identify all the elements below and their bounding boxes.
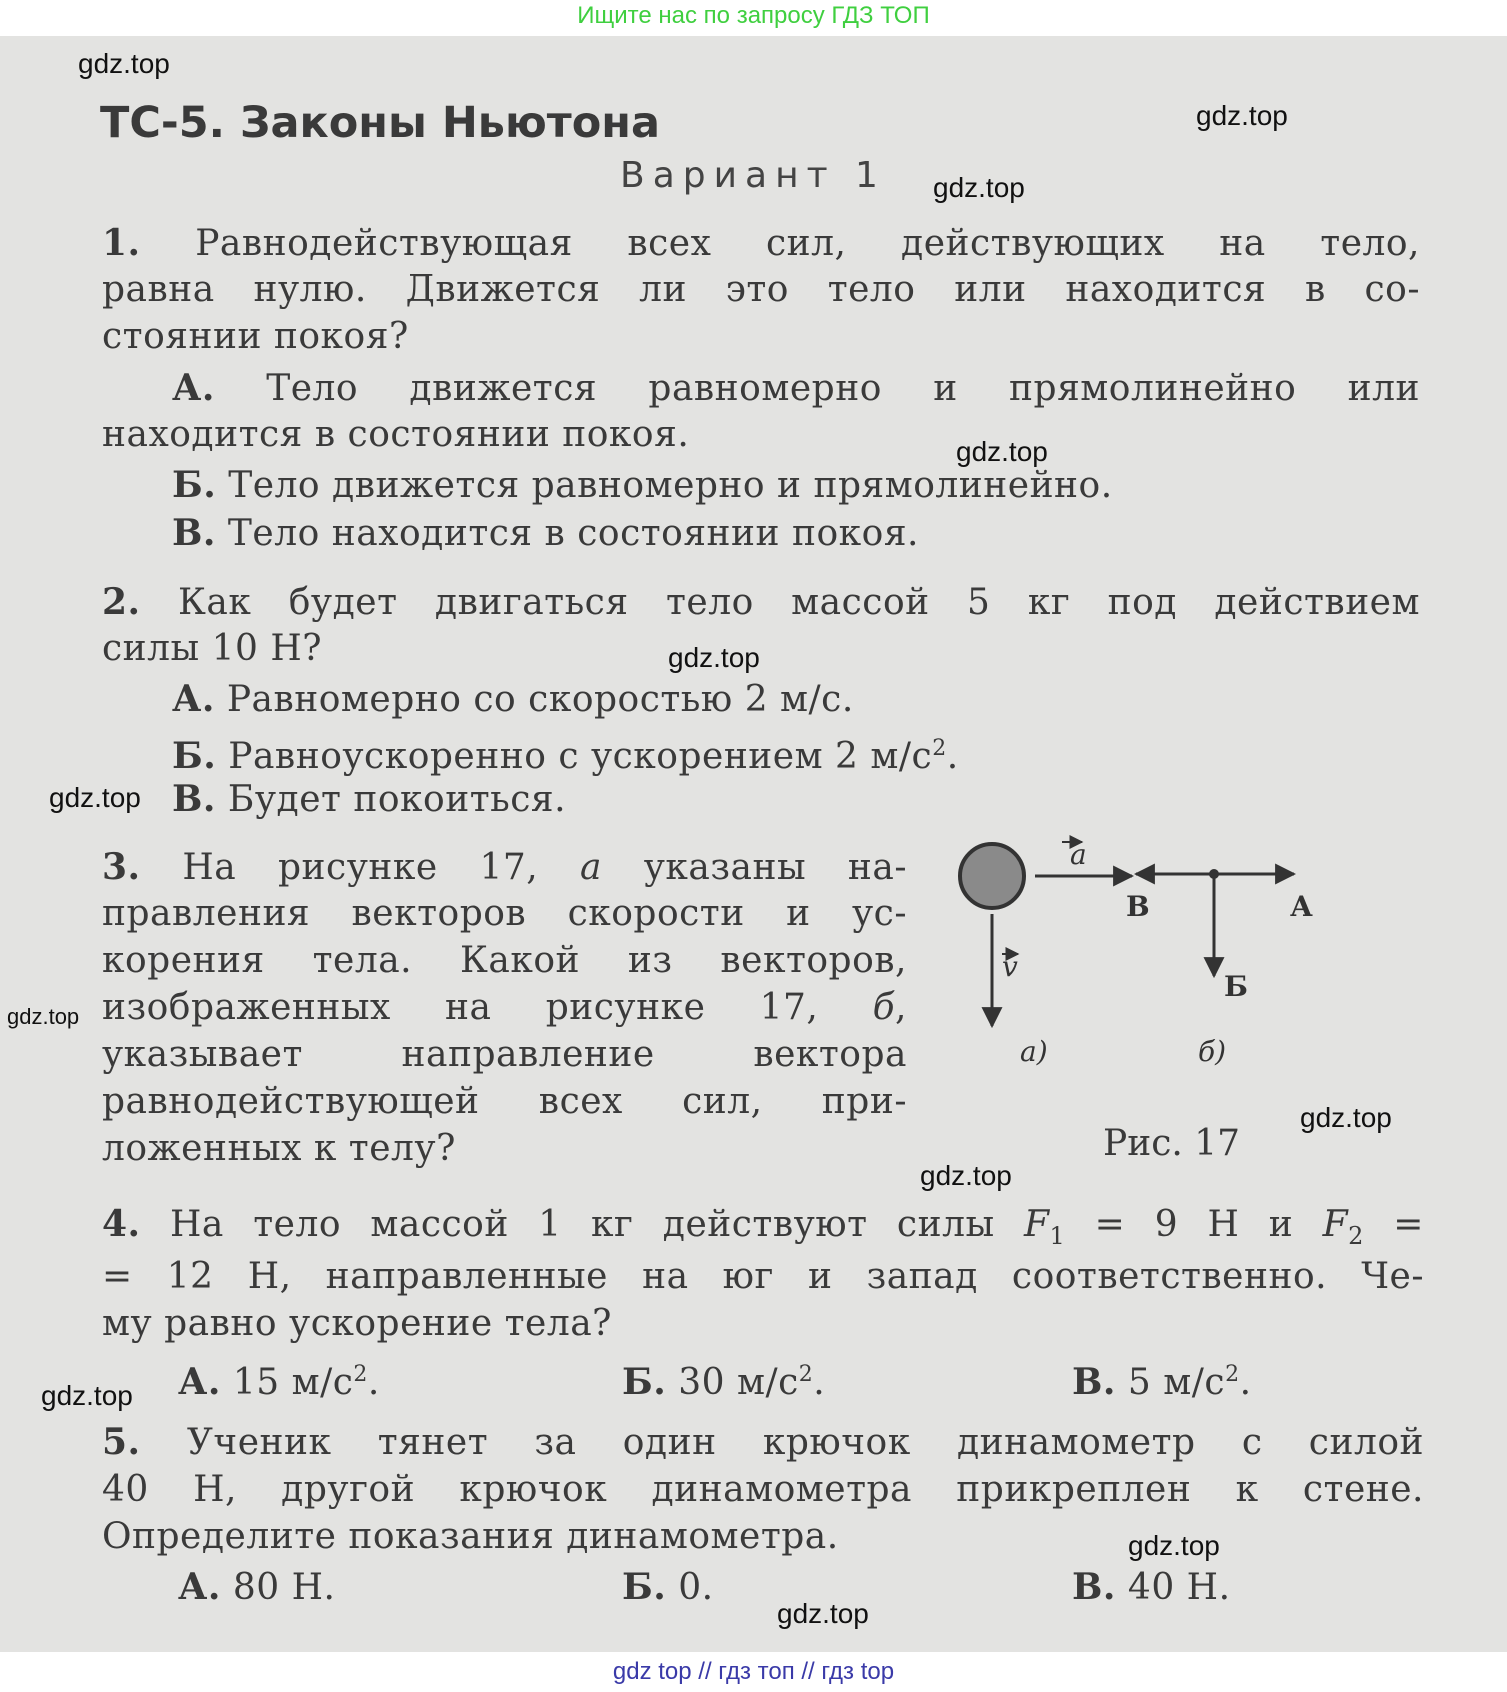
q4-line3: му равно ускорение тела?	[102, 1303, 612, 1344]
option-tail: .	[813, 1362, 826, 1403]
option-tail: .	[1239, 1362, 1252, 1403]
q3-line2: правления векторов скорости и ус-	[102, 893, 907, 934]
question-text: Как будет двигаться тело массой 5 кг под действием	[178, 582, 1420, 623]
watermark: gdz.top	[7, 1004, 80, 1029]
force-symbol: F	[1322, 1204, 1349, 1245]
bottom-banner: gdz top // гдз топ // гдз top	[612, 1658, 895, 1685]
watermark: gdz.top	[777, 1598, 869, 1629]
q1-line2: равна нулю. Движется ли это тело или находится в со-	[102, 269, 1420, 310]
q2-option-c	[172, 776, 566, 823]
option-text: 5 м/с	[1127, 1362, 1226, 1403]
q5-line1	[102, 1419, 1424, 1466]
watermark: gdz.top	[956, 436, 1048, 467]
option-text: Тело движется равномерно и прямолинейно.	[228, 465, 1113, 506]
watermark: gdz.top	[78, 48, 170, 79]
option-label: В.	[1072, 1566, 1116, 1608]
label-b: Б	[1224, 970, 1248, 1003]
option-text: Тело находится в состоянии покоя.	[227, 513, 919, 554]
q2-option-b	[172, 726, 959, 780]
q1-line1	[102, 220, 1420, 267]
watermark: gdz.top	[933, 172, 1025, 203]
superscript: 2	[353, 1362, 368, 1387]
question-text: изображенных на рисунке 17,	[102, 987, 873, 1028]
option-tail: .	[367, 1362, 380, 1403]
option-text: Равномерно со скоростью 2 м/с.	[226, 679, 854, 720]
option-label: Б.	[622, 1566, 667, 1608]
watermark: gdz.top	[1196, 100, 1288, 131]
watermark: gdz.top	[1300, 1102, 1392, 1133]
figure-17	[950, 826, 1410, 1066]
q4-line1	[102, 1201, 1424, 1259]
subscript: 1	[1049, 1222, 1066, 1251]
top-banner: Ищите нас по запросу ГДЗ ТОП	[577, 2, 930, 29]
label-v: В	[1126, 890, 1150, 923]
q5-option-c	[1072, 1564, 1231, 1611]
question-text: указаны на-	[601, 847, 908, 888]
q1-option-c	[172, 510, 919, 557]
acceleration-label: a	[1070, 838, 1087, 871]
option-text: 80 Н.	[232, 1567, 336, 1608]
subscript: 2	[1348, 1222, 1364, 1251]
watermark: gdz.top	[1128, 1530, 1220, 1561]
figure-ref-letter: б	[872, 987, 896, 1028]
q1-option-a-cont: находится в состоянии покоя.	[102, 414, 690, 455]
option-label: А.	[178, 1361, 221, 1403]
q3-line5: указывает направление вектора	[102, 1034, 907, 1075]
option-label: Б.	[172, 464, 217, 506]
question-text: = 9 Н и	[1065, 1204, 1323, 1245]
origin-point	[1209, 869, 1219, 879]
q3-line1	[102, 844, 907, 891]
ball-body	[960, 844, 1024, 908]
q4-option-a	[178, 1352, 380, 1406]
option-text: Тело движется равномерно и прямолинейно или	[266, 368, 1421, 409]
watermark: gdz.top	[49, 782, 141, 813]
q4-option-b	[622, 1352, 825, 1406]
option-label: А.	[172, 367, 215, 409]
superscript: 2	[932, 736, 947, 761]
question-text: Ученик тянет за один крючок динамометр с силой	[186, 1422, 1424, 1463]
question-number: 5.	[102, 1421, 141, 1463]
page-title: ТС-5. Законы Ньютона	[100, 98, 660, 148]
question-number: 3.	[102, 846, 141, 888]
option-text: 30 м/с	[678, 1362, 799, 1403]
q2-line1	[102, 579, 1420, 626]
option-label: А.	[178, 1566, 221, 1608]
q3-line3: корения тела. Какой из векторов,	[102, 940, 907, 981]
q4-line2: = 12 Н, направленные на юг и запад соответственно. Че-	[102, 1256, 1424, 1297]
q3-line7: ложенных к телу?	[102, 1128, 456, 1169]
option-text: Будет покоиться.	[227, 779, 567, 820]
option-text: 40 Н.	[1127, 1567, 1231, 1608]
option-label: В.	[1072, 1361, 1116, 1403]
figure-ref-letter: а	[579, 847, 602, 888]
textbook-page	[0, 36, 1507, 1652]
option-label: В.	[172, 512, 216, 554]
question-number: 1.	[102, 222, 141, 264]
q5-option-b	[622, 1564, 714, 1611]
part-a-label: а)	[1020, 1035, 1048, 1066]
label-a: А	[1290, 890, 1313, 923]
option-text: 15 м/с	[232, 1362, 354, 1403]
question-text: На тело массой 1 кг действуют силы	[169, 1204, 1024, 1245]
question-text: =	[1363, 1204, 1424, 1245]
q2-line2: силы 10 Н?	[102, 628, 323, 669]
option-tail: .	[946, 736, 959, 777]
q1-option-b	[172, 462, 1113, 509]
superscript: 2	[798, 1362, 814, 1387]
question-text: Равнодействующая всех сил, действующих на тело,	[195, 223, 1420, 264]
q5-line3: Определите показания динамометра.	[102, 1516, 839, 1557]
force-symbol: F	[1023, 1204, 1050, 1245]
option-label: В.	[172, 778, 216, 820]
question-text: ,	[895, 987, 907, 1028]
watermark: gdz.top	[668, 642, 760, 673]
velocity-label: v	[1002, 950, 1018, 983]
part-b-label: б)	[1198, 1035, 1227, 1066]
option-text: Равноускоренно с ускорением 2 м/с	[228, 736, 933, 777]
q3-line6: равнодействующей всех сил, при-	[102, 1081, 907, 1122]
q5-option-a	[178, 1564, 335, 1611]
option-label: Б.	[622, 1361, 667, 1403]
q2-option-a	[172, 676, 854, 723]
figure-caption: Рис. 17	[1103, 1123, 1241, 1164]
variant-heading: Вариант 1	[620, 155, 886, 196]
question-number: 4.	[102, 1203, 141, 1245]
option-label: Б.	[172, 735, 217, 777]
q3-line4	[102, 985, 907, 1031]
q5-line2: 40 Н, другой крючок динамометра прикреплен к стене.	[102, 1469, 1424, 1510]
q1-option-a	[172, 365, 1420, 412]
q4-option-c	[1072, 1352, 1252, 1406]
superscript: 2	[1225, 1362, 1240, 1387]
option-label: А.	[172, 678, 215, 720]
option-text: 0.	[678, 1567, 714, 1608]
question-number: 2.	[102, 581, 141, 623]
watermark: gdz.top	[41, 1380, 133, 1411]
question-text: На рисунке 17,	[182, 847, 580, 888]
watermark: gdz.top	[920, 1160, 1012, 1191]
q1-line3: стоянии покоя?	[102, 316, 409, 357]
